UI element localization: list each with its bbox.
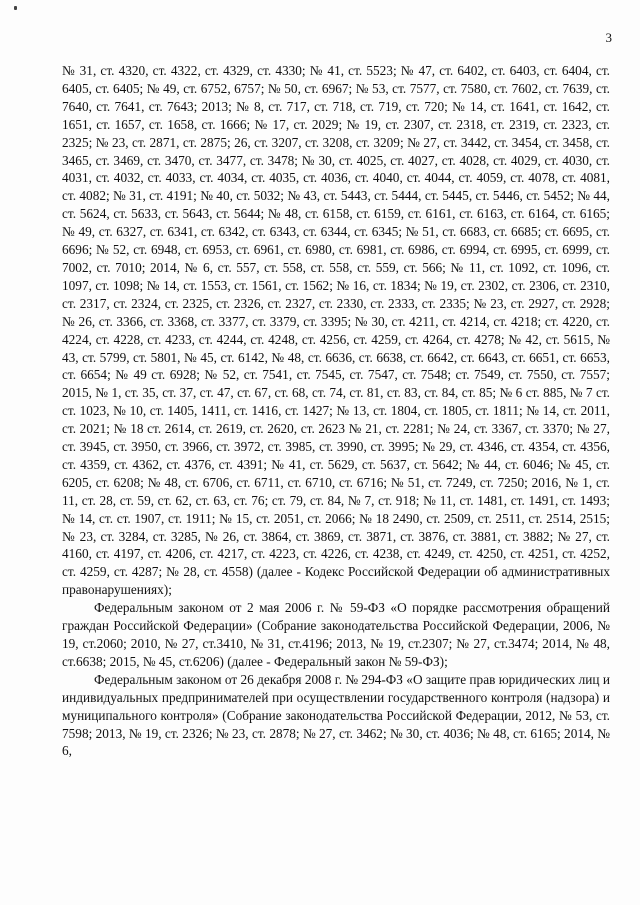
page-number: 3 (605, 30, 612, 45)
document-body (62, 62, 610, 760)
paragraph-federal-law-294: Федеральным законом от 26 декабря 2008 г. № 294-ФЗ «О защите прав юридических лиц и индивидуальных предпринимателей при осуществлении государственного контроля (надзора) и муниципального контроля» (Собрание законодательства Российской Федерации, 2012, № 53, ст. 7598; 2013, № 19, ст. 2326; № 23, ст. 2878; № 27, ст. 3462; № 30, ст. 4036; № 48, ст. 6165; 2014, № 6, (62, 671, 610, 759)
paragraph-citations-continued: № 31, ст. 4320, ст. 4322, ст. 4329, ст. 4330; № 41, ст. 5523; № 47, ст. 6402, ст. 6403, ст. 6404, ст. 6405, ст. 6405; № 49, ст. 6752, 6757; № 50, ст. 6967; № 53, ст. 7577, ст. 7580, ст. 7602, ст. 7639, ст. 7640, ст. 7641, ст. 7643; 2013; № 8, ст. 717, ст. 718, ст. 719, ст. 720; № 14, ст. 1641, ст. 1642, ст. 1651, ст. 1657, ст. 1658, ст. 1666; № 17, ст. 2029; № 19, ст. 2307, ст. 2318, ст. 2319, ст. 2323, ст. 2325; № 23, ст. 2871, ст. 2875; 26, ст. 3207, ст. 3208, ст. 3209; № 27, ст. 3442, ст. 3454, ст. 3458, ст. 3465, ст. 3469, ст. 3470, ст. 3477, ст. 3478; № 30, ст. 4025, ст. 4027, ст. 4028, ст. 4029, ст. 4030, ст. 4031, ст. 4032, ст. 4033, ст. 4034, ст. 4035, ст. 4036, ст. 4040, ст. 4044, ст. 4059, ст. 4078, ст. 4081, ст. 4082; № 31, ст. 4191; № 40, ст. 5032; № 43, ст. 5443, ст. 5444, ст. 5445, ст. 5446, ст. 5452; № 44, ст. 5624, ст. 5633, ст. 5643, ст. 5644; № 48, ст. 6158, ст. 6159, ст. 6161, ст. 6163, ст. 6164, ст. 6165; № 49, ст. 6327, ст. 6341, ст. 6342, ст. 6343, ст. 6344, ст. 6345; № 51, ст. 6683, ст. 6685; ст. 6695, ст. 6696; № 52, ст. 6948, ст. 6953, ст. 6961, ст. 6980, ст. 6981, ст. 6986, ст. 6994, ст. 6995, ст. 6999, ст. 7002, ст. 7010; 2014, № 6, ст. 557, ст. 558, ст. 558, ст. 559, ст. 566; № 11, ст. 1092, ст. 1096, ст. 1097, ст. 1098; № 14, ст. 1553, ст. 1561, ст. 1562; № 16, ст. 1834; № 19, ст. 2302, ст. 2306, ст. 2310, ст. 2317, ст. 2324, ст. 2325, ст. 2326, ст. 2327, ст. 2330, ст. 2333, ст. 2335; № 23, ст. 2927, ст. 2928; № 26, ст. 3366, ст. 3368, ст. 3377, ст. 3379, ст. 3395; № 30, ст. 4211, ст. 4214, ст. 4218; ст. 4220, ст. 4224, ст. 4228, ст. 4233, ст. 4244, ст. 4248, ст. 4256, ст. 4259, ст. 4264, ст. 4278; № 42, ст. 5615, № 43, ст. 5799, ст. 5801, № 45, ст. 6142, № 48, ст. 6636, ст. 6638, ст. 6642, ст. 6643, ст. 6651, ст. 6653, ст. 6654; № 49 ст. 6928; № 52, ст. 7541, ст. 7545, ст. 7547, ст. 7548; ст. 7549, ст. 7550, ст. 7557; 2015, № 1, ст. 35, ст. 37, ст. 47, ст. 67, ст. 68, ст. 74, ст. 81, ст. 83, ст. 84, ст. 85; № 6 ст. 885, № 7 ст. ст. 1023, № 10, ст. 1405, 1411, ст. 1416, ст. 1427; № 13, ст. 1804, ст. 1805, ст. 1811; № 14, ст. 2011, ст. 2021; № 18 ст. 2614, ст. 2619, ст. 2620, ст. 2623 № 21, ст. 2281; № 24, ст. 3367, ст. 3370; № 27, ст. 3945, ст. 3950, ст. 3966, ст. 3972, ст. 3985, ст. 3990, ст. 3995; № 29, ст. 4346, ст. 4354, ст. 4356, ст. 4359, ст. 4362, ст. 4376, ст. 4391; № 41, ст. 5629, ст. 5637, ст. 5642; № 44, ст. 6046; № 45, ст. 6205, ст. 6208; № 48, ст. 6706, ст. 6711, ст. 6710, ст. 6716; № 51, ст. 7249, ст. 7250; 2016, № 1, ст. 11, ст. 28, ст. 59, ст. 62, ст. 63, ст. 76; ст. 79, ст. 84, № 7, ст. 918; № 11, ст. 1481, ст. 1491, ст. 1493; № 14, ст. ст. 1907, ст. 1911; № 15, ст. 2051, ст. 2066; № 18 2490, ст. 2509, ст. 2511, ст. 2514, 2515; № 23, ст. 3284, ст. 3285, № 26, ст. 3864, ст. 3869, ст. 3871, ст. 3876, ст. 3881, ст. 3882; № 27, ст. 4160, ст. 4197, ст. 4206, ст. 4217, ст. 4223, ст. 4226, ст. 4238, ст. 4249, ст. 4250, ст. 4251, ст. 4252, ст. 4259, ст. 4287; № 28, ст. 4558) (далее - Кодекс Российской Федерации об административных правонарушениях); (62, 63, 610, 598)
paragraph-federal-law-59: Федеральным законом от 2 мая 2006 г. № 59-ФЗ «О порядке рассмотрения обращений граждан Российской Федерации» (Собрание законодательства Российской Федерации, 2006, № 19, ст.2060; 2010, № 27, ст.3410, № 31, ст.4196; 2013, № 19, ст.2307; № 27, ст.3474; 2014, № 48, ст.6638; 2015, № 45, ст.6206) (далее - Федеральный закон № 59-ФЗ); (62, 600, 610, 669)
scan-artifact-mark (14, 6, 17, 10)
